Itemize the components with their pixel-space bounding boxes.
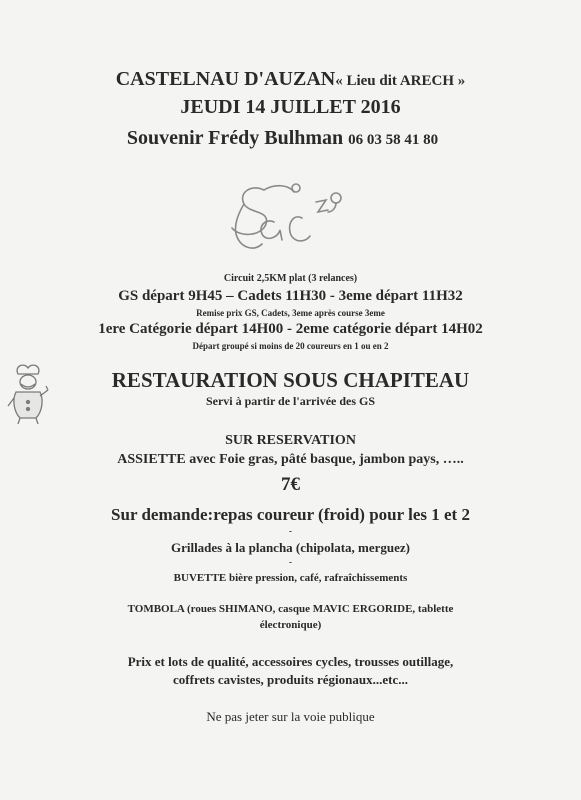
location-place: « Lieu dit ARECH »: [335, 73, 466, 89]
prix-line-2: coffrets cavistes, produits régionaux...etc...: [173, 672, 408, 687]
grillades: Grillades à la plancha (chipolata, merguez): [170, 540, 411, 555]
reservation-label: SUR RESERVATION: [225, 433, 356, 448]
header-location: [0, 68, 581, 91]
tombola-line-2: électronique): [259, 619, 322, 631]
separator-dash-1: -: [289, 526, 292, 536]
assiette-description: ASSIETTE avec Foie gras, pâté basque, jambon pays, …..: [117, 452, 464, 467]
header-memorial: [0, 127, 573, 150]
assiette-price: 7€: [281, 474, 300, 495]
footer-notice: Ne pas jeter sur la voie publique: [206, 709, 375, 724]
location-name: CASTELNAU D'AUZAN: [115, 68, 336, 90]
restauration-subtitle: Servi à partir de l'arrivée des GS: [205, 394, 376, 408]
buvette-text: bière pression, café, rafraîchissements: [226, 572, 408, 584]
restauration-title: RESTAURATION SOUS CHAPITEAU: [111, 368, 470, 392]
club-logo-icon: [224, 178, 354, 258]
phone-number: 06 03 58 41 80: [348, 132, 439, 148]
circuit-info: Circuit 2,5KM plat (3 relances): [223, 273, 358, 284]
tombola-line-1: TOMBOLA (roues SHIMANO, casque MAVIC ERGORIDE, tablette: [127, 603, 454, 615]
race-note-2: Départ groupé si moins de 20 coureurs en 1 ou en 2: [192, 341, 389, 351]
race-schedule-1: GS départ 9H45 – Cadets 11H30 - 3eme départ 11H32: [118, 288, 463, 304]
buvette: [0, 572, 581, 584]
race-note-1: Remise prix GS, Cadets, 3eme après course 3eme: [196, 308, 385, 318]
header-date: JEUDI 14 JUILLET 2016: [180, 96, 401, 118]
buvette-label: BUVETTE: [173, 572, 227, 584]
separator-dash-2: -: [289, 557, 292, 567]
memorial-name: Souvenir Frédy Bulhman: [126, 127, 344, 149]
prix-line-1: Prix et lots de qualité, accessoires cycles, trousses outillage,: [127, 654, 454, 669]
repas-coureur: Sur demande:repas coureur (froid) pour les 1 et 2: [111, 505, 470, 524]
race-schedule-2: 1ere Catégorie départ 14H00 - 2eme catégorie départ 14H02: [98, 321, 483, 337]
